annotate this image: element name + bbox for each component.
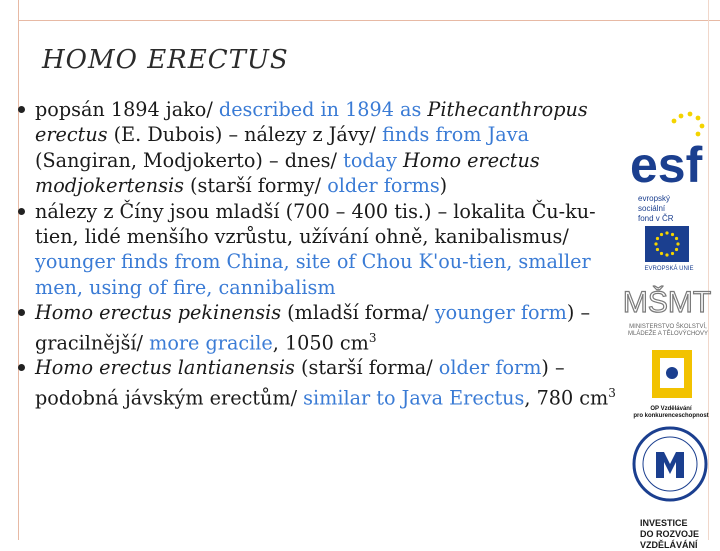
english-translation-text: today <box>343 148 397 172</box>
investice-caption-line-2: DO ROZVOJE <box>640 529 700 539</box>
bullet-text-segment: (starší forma/ <box>294 356 439 380</box>
eu-flag-icon <box>629 226 705 266</box>
msmt-caption <box>622 324 714 338</box>
msmt-logo <box>622 280 712 350</box>
esf-caption-line-2: sociální <box>638 204 666 213</box>
msmt-caption-line-1: MINISTERSTVO ŠKOLSTVÍ, <box>629 324 707 330</box>
investice-caption-line-1: INVESTICE <box>640 518 688 528</box>
bullet-text-segment: , 1050 cm <box>272 331 369 355</box>
bullet-text-segment: ) – podobná jávským erectům/ <box>35 356 565 410</box>
english-translation-text: finds from Java <box>382 123 530 147</box>
english-translation-text: older form <box>438 356 542 380</box>
eu-star-icon <box>671 252 674 255</box>
bullet-item <box>18 199 618 301</box>
bullet-dot-icon <box>18 309 25 316</box>
english-translation-text: older forms <box>327 174 440 198</box>
bullet-text-segment: ) – gracilnější/ <box>35 301 591 355</box>
eu-star-icon <box>671 233 674 236</box>
bullet-text-segment: (Sangiran, Modjokerto) – dnes/ <box>35 148 344 172</box>
eu-star-icon <box>675 248 678 251</box>
bullet-text-segment: Homo erectus pekinensis <box>35 301 282 325</box>
english-translation-text: younger finds from China, site of Chou K'ou-tien, smaller men, using of fire, cannibalism <box>35 250 591 299</box>
bullet-item <box>18 97 618 199</box>
university-seal-icon <box>630 422 710 516</box>
bullet-item <box>18 355 618 410</box>
eu-star-icon <box>660 233 663 236</box>
msmt-mark-icon <box>622 280 712 324</box>
esf-logo <box>628 110 708 223</box>
bullet-text-segment: 3 <box>368 330 377 345</box>
op-caption-line-2: pro konkurenceschopnost <box>633 413 709 419</box>
op-logo <box>630 348 712 420</box>
eu-flag-logo <box>629 226 705 276</box>
eu-star-icon <box>665 253 668 256</box>
msmt-caption-line-2: MLÁDEŽE A TĚLOVÝCHOVY <box>628 331 708 337</box>
esf-wordmark: esf <box>630 137 703 192</box>
esf-caption <box>638 194 674 224</box>
eu-star-icon <box>656 248 659 251</box>
op-caption-line-1: OP Vzdělávání <box>650 406 692 412</box>
eu-star-icon <box>654 242 657 245</box>
eu-star-icon <box>676 242 679 245</box>
bullet-list <box>18 97 618 411</box>
op-mark-icon <box>630 348 712 404</box>
eu-star-icon <box>660 252 663 255</box>
eu-caption: EVROPSKÁ UNIE <box>644 266 694 272</box>
investice-caption <box>640 518 699 551</box>
slide-title: HOMO ERECTUS <box>42 45 289 76</box>
bullet-text-segment: (E. Dubois) – nálezy z Jávy/ <box>107 123 383 147</box>
esf-caption-line-1: evropský <box>638 194 671 203</box>
eu-star-icon <box>665 231 668 234</box>
bullet-dot-icon <box>18 106 25 113</box>
bullet-text-segment: Homo erectus modjokertensis <box>35 148 540 198</box>
bullet-text-segment: popsán 1894 jako/ <box>35 98 219 121</box>
investice-caption-line-3: VZDĚLÁVÁNÍ <box>640 540 698 550</box>
bullet-text-segment: nálezy z Číny jsou mladší (700 – 400 tis.) – lokalita Ču-ku-tien, lidé menšího vzrůstu, užívání ohně, kanibalismus/ <box>35 199 596 249</box>
bullet-dot-icon <box>18 364 25 371</box>
bullet-dot-icon <box>18 208 25 215</box>
english-translation-text: more gracile <box>149 331 273 355</box>
english-translation-text: younger form <box>434 301 567 325</box>
bullet-text-segment: , 780 cm <box>524 386 609 410</box>
eu-star-icon <box>675 237 678 240</box>
msmt-wordmark: MŠMT <box>622 286 712 319</box>
bullet-text-segment: (starší formy/ <box>183 174 328 198</box>
investice-logo <box>630 422 710 550</box>
esf-caption-line-3: fond v ČR <box>638 214 674 223</box>
bullet-text-segment: Homo erectus lantianensis <box>35 356 295 380</box>
english-translation-text: similar to Java Erectus <box>303 386 525 410</box>
bullet-text-segment: ) <box>439 174 448 198</box>
esf-mark-icon <box>628 110 708 192</box>
op-caption <box>630 406 712 420</box>
bullet-text-segment: Pithecanthropus erectus <box>35 98 588 147</box>
bullet-text-segment: (mladší forma/ <box>281 301 435 325</box>
bullet-text-segment: 3 <box>608 385 616 400</box>
frame-line-top <box>18 20 720 21</box>
english-translation-text: described in 1894 as <box>218 98 422 121</box>
eu-star-icon <box>656 237 659 240</box>
bullet-item <box>18 300 618 355</box>
